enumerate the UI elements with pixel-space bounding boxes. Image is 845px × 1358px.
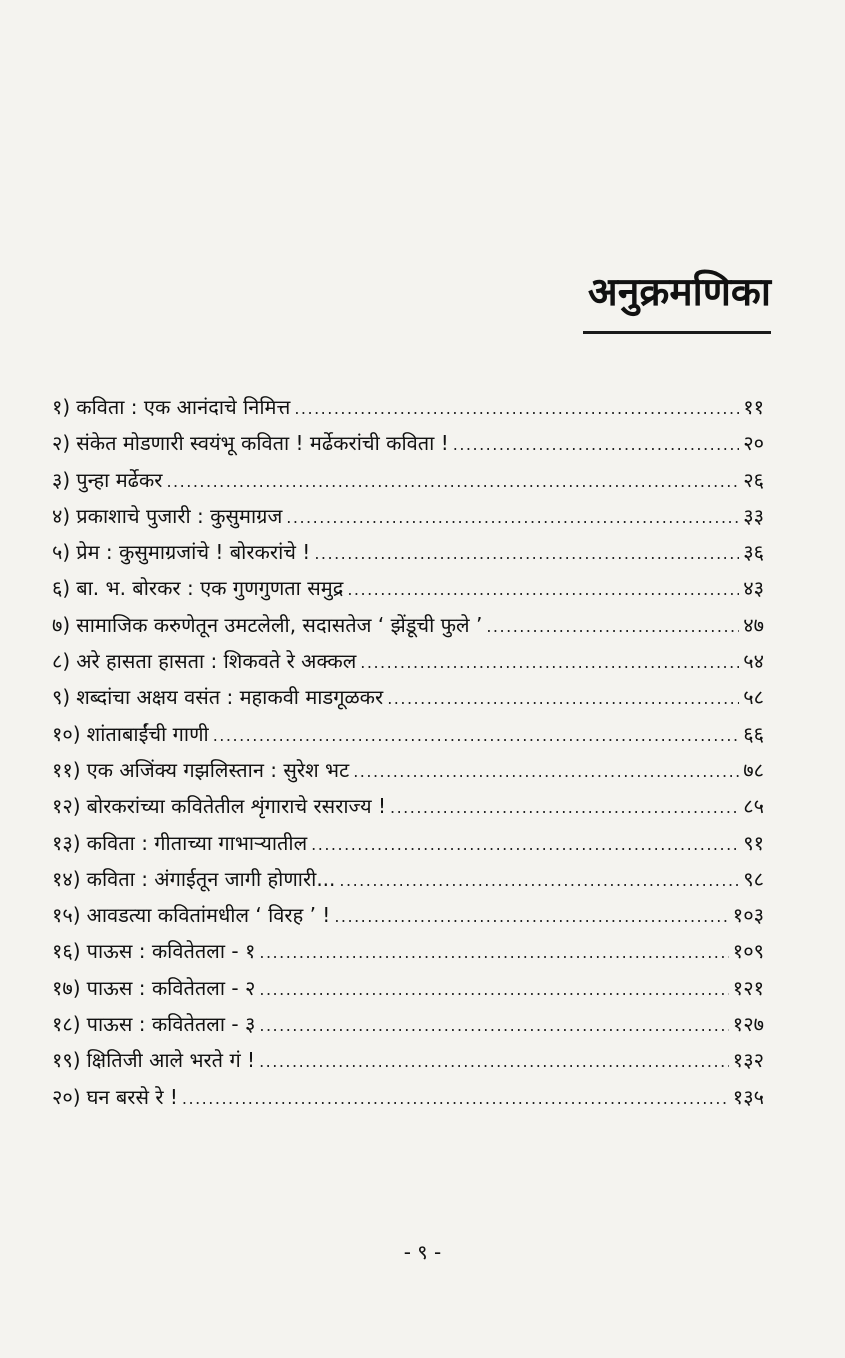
toc-entry-number: ७) [52, 612, 71, 637]
toc-entry-title: पुन्हा मर्ढेकर [76, 467, 163, 492]
toc-entry-page: ९८ [743, 866, 764, 891]
toc-entry-number: ८) [52, 649, 71, 674]
dot-leader [213, 726, 739, 745]
table-of-contents [52, 393, 764, 1119]
heading-underline [583, 331, 771, 334]
toc-entry-number: ३) [52, 467, 71, 492]
toc-entry-number: ६) [52, 576, 71, 601]
toc-entry-page: २६ [743, 467, 764, 492]
toc-entry-title: पाऊस : कवितेतला - २ [86, 975, 256, 1000]
toc-entry-title: अरे हासता हासता : शिकवते रे अक्कल [76, 649, 357, 674]
toc-entry-page: १३५ [732, 1084, 764, 1109]
toc-entry-number: १८) [52, 1012, 81, 1037]
dot-leader [390, 798, 739, 817]
dot-leader [334, 907, 728, 926]
toc-entry-title: एक अजिंक्य गझलिस्तान : सुरेश भट [86, 757, 350, 782]
toc-entry [52, 937, 764, 973]
toc-entry [52, 974, 764, 1010]
toc-entry-page: १०९ [732, 939, 764, 964]
dot-leader [347, 580, 739, 599]
toc-entry-number: ४) [52, 503, 71, 528]
toc-entry-title: घन बरसे रे ! [86, 1084, 178, 1109]
dot-leader [166, 472, 739, 491]
dot-leader [259, 1052, 729, 1071]
toc-entry-page: ९१ [743, 830, 764, 855]
toc-entry [52, 393, 764, 429]
dot-leader [360, 653, 739, 672]
toc-entry-page: १२७ [732, 1012, 764, 1037]
toc-entry-number: १७) [52, 975, 81, 1000]
toc-entry-page: ३६ [743, 540, 764, 565]
toc-entry [52, 647, 764, 683]
toc-entry-page: ८५ [743, 794, 764, 819]
toc-entry-page: १३२ [732, 1048, 764, 1073]
dot-leader [353, 762, 739, 781]
toc-entry-number: १३) [52, 830, 81, 855]
toc-entry-title: शांताबाईंची गाणी [86, 721, 209, 746]
toc-entry [52, 429, 764, 465]
dot-leader [259, 1016, 728, 1035]
toc-entry [52, 756, 764, 792]
toc-entry-title: कविता : गीताच्या गाभाऱ्यातील [86, 830, 308, 855]
dot-leader [387, 689, 739, 708]
toc-entry-title: प्रकाशाचे पुजारी : कुसुमाग्रज [76, 503, 283, 528]
toc-entry-title: बोरकरांच्या कवितेतील शृंगाराचे रसराज्य ! [86, 794, 386, 819]
toc-entry-title: सामाजिक करुणेतून उमटलेली, सदासतेज ‘ झेंडूची फुले ’ [76, 612, 483, 637]
dot-leader [182, 1089, 729, 1108]
toc-entry-title: कविता : अंगाईतून जागी होणारी... [86, 866, 336, 891]
toc-entry-title: बा. भ. बोरकर : एक गुणगुणता समुद्र [76, 576, 344, 601]
toc-entry-number: १४) [52, 866, 81, 891]
toc-entry-title: क्षितिजी आले भरते गं ! [86, 1048, 256, 1073]
toc-entry-number: ५) [52, 540, 71, 565]
toc-entry [52, 1083, 764, 1119]
dot-leader [259, 980, 728, 999]
toc-entry-title: आवडत्या कवितांमधील ‘ विरह ’ ! [86, 903, 331, 928]
toc-entry-title: पाऊस : कवितेतला - ३ [86, 1012, 256, 1037]
toc-entry [52, 683, 764, 719]
toc-entry-title: संकेत मोडणारी स्वयंभू कविता ! मर्ढेकरांची कविता ! [76, 431, 449, 456]
toc-entry-page: १०३ [732, 903, 764, 928]
dot-leader [259, 943, 728, 962]
dot-leader [486, 617, 739, 636]
toc-entry-number: १२) [52, 794, 81, 819]
dot-leader [314, 544, 739, 563]
page-heading: अनुक्रमणिका [587, 270, 771, 315]
toc-entry-title: शब्दांचा अक्षय वसंत : महाकवी माडगूळकर [76, 685, 384, 710]
toc-entry-number: ९) [52, 685, 71, 710]
toc-entry [52, 611, 764, 647]
toc-entry [52, 865, 764, 901]
toc-entry [52, 538, 764, 574]
toc-entry [52, 502, 764, 538]
toc-entry [52, 829, 764, 865]
dot-leader [339, 871, 739, 890]
toc-entry-page: ४७ [743, 612, 764, 637]
toc-entry-title: कविता : एक आनंदाचे निमित्त [76, 395, 291, 419]
toc-entry-page: २० [743, 431, 764, 456]
toc-entry-title: पाऊस : कवितेतला - १ [86, 939, 256, 964]
toc-entry-page: ५८ [743, 685, 764, 710]
toc-entry-title: प्रेम : कुसुमाग्रजांचे ! बोरकरांचे ! [76, 540, 311, 565]
toc-entry-number: १६) [52, 939, 81, 964]
toc-entry-page: ३३ [743, 503, 764, 528]
toc-entry-number: १९) [52, 1048, 81, 1073]
toc-entry [52, 574, 764, 610]
toc-entry [52, 1046, 764, 1082]
toc-entry-number: १०) [52, 721, 81, 746]
dot-leader [294, 399, 739, 418]
toc-entry [52, 901, 764, 937]
toc-entry-number: २०) [52, 1084, 81, 1109]
toc-entry-number: १) [52, 395, 71, 419]
toc-entry [52, 792, 764, 828]
toc-entry [52, 466, 764, 502]
dot-leader [286, 508, 739, 527]
toc-entry-page: ७८ [743, 757, 764, 782]
toc-entry-page: ४३ [743, 576, 764, 601]
toc-entry-page: १२१ [732, 975, 764, 1000]
toc-entry [52, 1010, 764, 1046]
toc-entry-page: ६६ [743, 721, 764, 746]
toc-entry-number: ११) [52, 757, 81, 782]
dot-leader [453, 435, 739, 454]
dot-leader [311, 835, 739, 854]
page-number: - ९ - [403, 1240, 442, 1264]
toc-entry-number: १५) [52, 903, 81, 928]
toc-entry [52, 720, 764, 756]
toc-entry-page: ५४ [743, 649, 764, 674]
toc-entry-page: ११ [743, 395, 764, 419]
toc-entry-number: २) [52, 431, 71, 456]
